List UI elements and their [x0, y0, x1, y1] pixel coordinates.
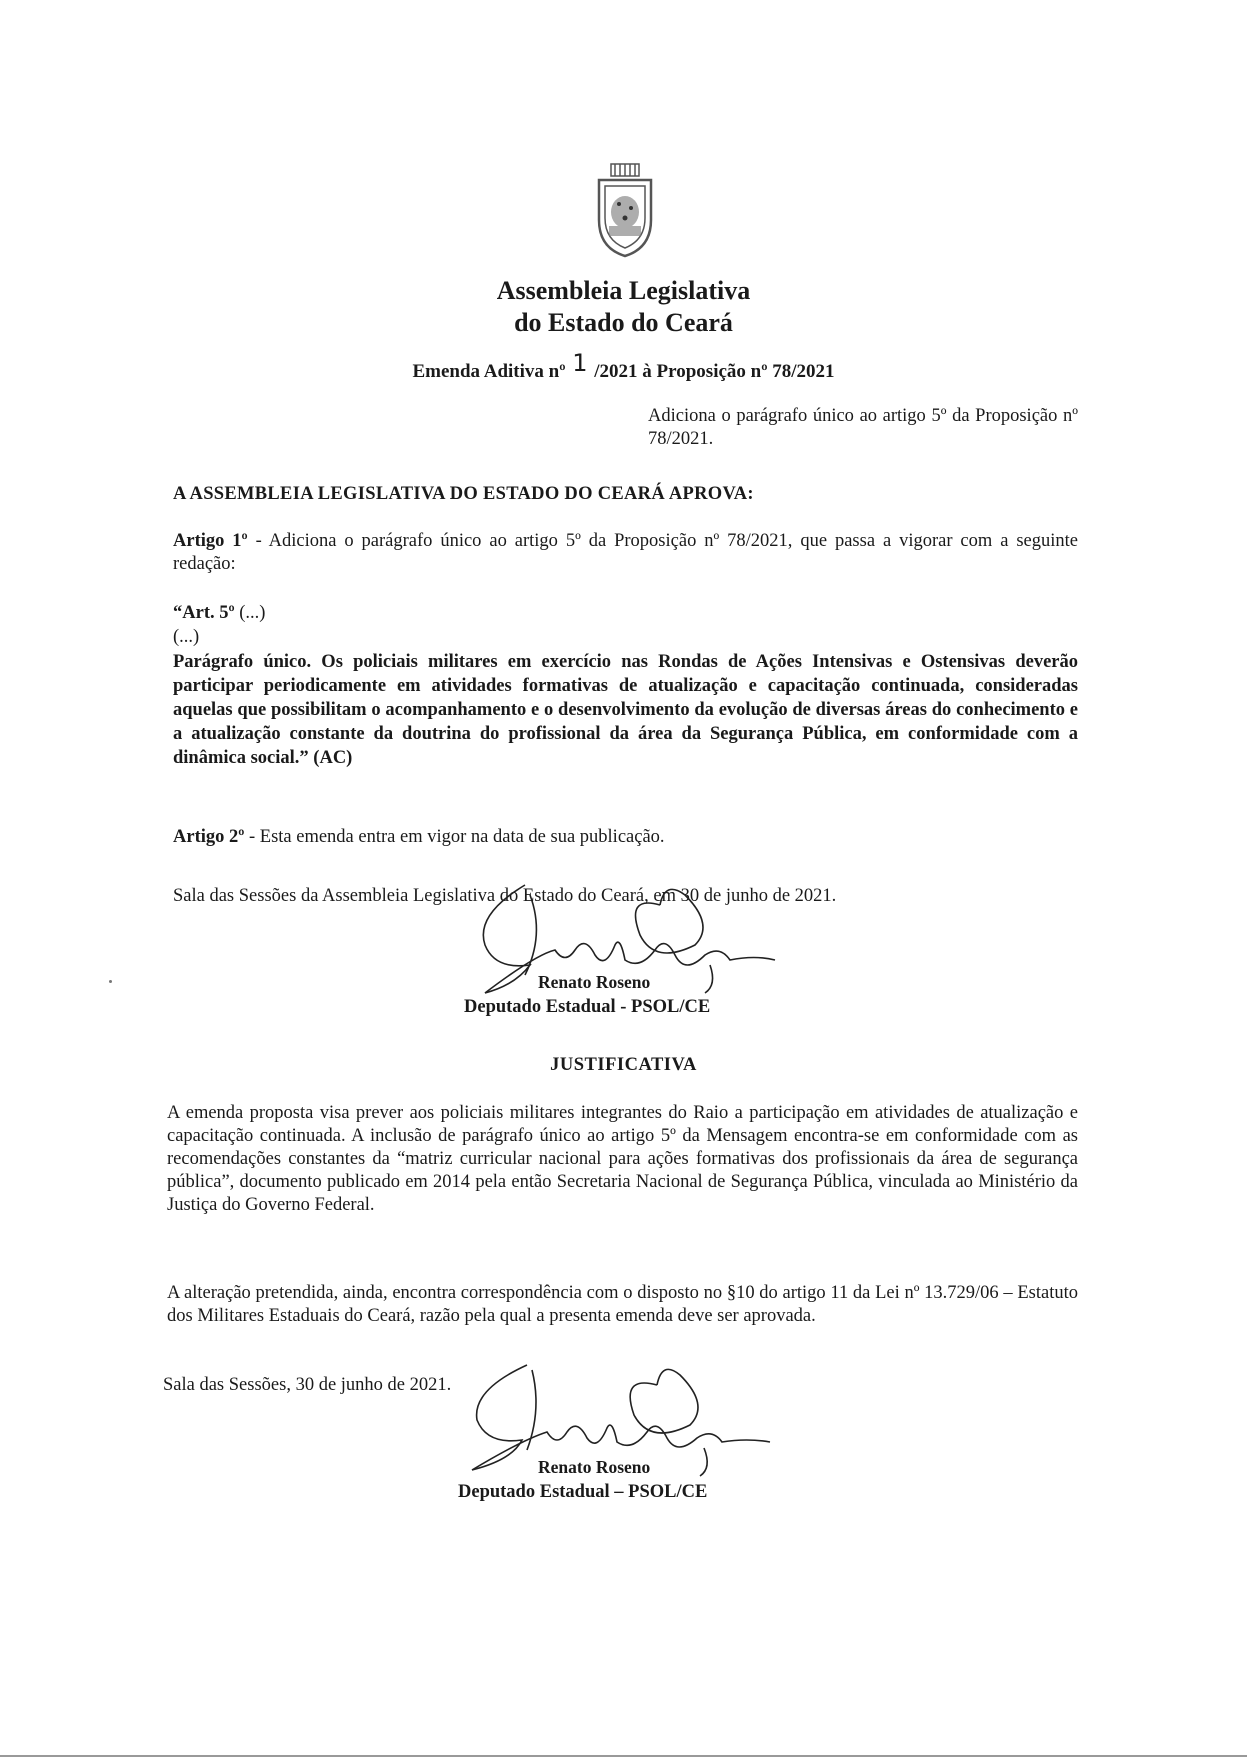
state-coat-of-arms-icon	[589, 160, 661, 260]
article-1-text: - Adiciona o parágrafo único ao artigo 5º da Proposição nº 78/2021, que passa a vigorar com a seguinte redação:	[173, 531, 1078, 574]
amendment-number-handwritten: 1	[572, 349, 588, 377]
paragraph-unique-text: Parágrafo único. Os policiais militares em exercício nas Rondas de Ações Intensivas e Ostensivas deverão participar periodicamente em atividades formativas de atualização e capacitação continuada, consideradas aquelas que possibilitam o acompanhamento e o desenvolvimento da evolução de diversas áreas do conhecimento e a atualização constante da doutrina do profissional da área da Segurança Pública, em conformidade com a dinâmica social.” (AC)	[173, 652, 1078, 768]
article-2-label: Artigo 2º	[173, 827, 245, 847]
amendment-prefix: Emenda Aditiva nº	[412, 361, 566, 382]
omitted-text-marker: (...)	[173, 627, 200, 647]
article-2	[173, 826, 1078, 849]
amendment-suffix: /2021 à Proposição nº 78/2021	[594, 361, 835, 382]
amendment-heading	[0, 349, 1247, 383]
justification-paragraph-1: A emenda proposta visa prever aos policiais militares integrantes do Raio a participação em atividades de atualização e capacitação continuada. A inclusão de parágrafo único ao artigo 5º da Mensagem encontra-se em conformidade com as recomendações constantes da “matriz curricular nacional para ações formativas dos profissionais da área de segurança pública”, documento publicado em 2014 pela então Secretaria Nacional de Segurança Pública, vinculada ao Ministério da Justiça do Governo Federal.	[167, 1103, 1078, 1215]
justification-paragraph-2: A alteração pretendida, ainda, encontra correspondência com o disposto no §10 do artigo 11 da Lei nº 13.729/06 – Estatuto dos Militares Estaduais do Ceará, razão pela qual a presenta emenda deve ser aprovada.	[167, 1283, 1078, 1326]
signer-role-1: Deputado Estadual - PSOL/CE	[464, 997, 711, 1017]
institution-name-line1: Assembleia Legislativa	[496, 276, 751, 305]
article-1-label: Artigo 1º	[173, 531, 248, 551]
article-1	[173, 530, 1078, 576]
session-date-line: Sala das Sessões da Assembleia Legislativa do Estado do Ceará, em 30 de junho de 2021.	[173, 886, 837, 906]
ementa-summary: Adiciona o parágrafo único ao artigo 5º da Proposição nº 78/2021.	[648, 406, 1078, 449]
article-5-heading: “Art. 5º	[173, 603, 235, 623]
signer-name-2: Renato Roseno	[538, 1457, 651, 1477]
page-bottom-border	[0, 1755, 1247, 1757]
session-date-line-2: Sala das Sessões, 30 de junho de 2021.	[163, 1375, 452, 1395]
article-5-ellipsis: (...)	[234, 603, 266, 623]
article-2-text: - Esta emenda entra em vigor na data de sua publicação.	[244, 827, 665, 847]
signer-role-2: Deputado Estadual – PSOL/CE	[458, 1482, 708, 1502]
article-5-reference	[173, 602, 1078, 625]
institution-name-line2: do Estado do Ceará	[514, 308, 733, 337]
justification-title: JUSTIFICATIVA	[550, 1055, 697, 1075]
signer-name-1: Renato Roseno	[538, 972, 651, 992]
scan-speck	[109, 980, 112, 983]
approval-statement: A ASSEMBLEIA LEGISLATIVA DO ESTADO DO CEARÁ APROVA:	[173, 484, 754, 504]
